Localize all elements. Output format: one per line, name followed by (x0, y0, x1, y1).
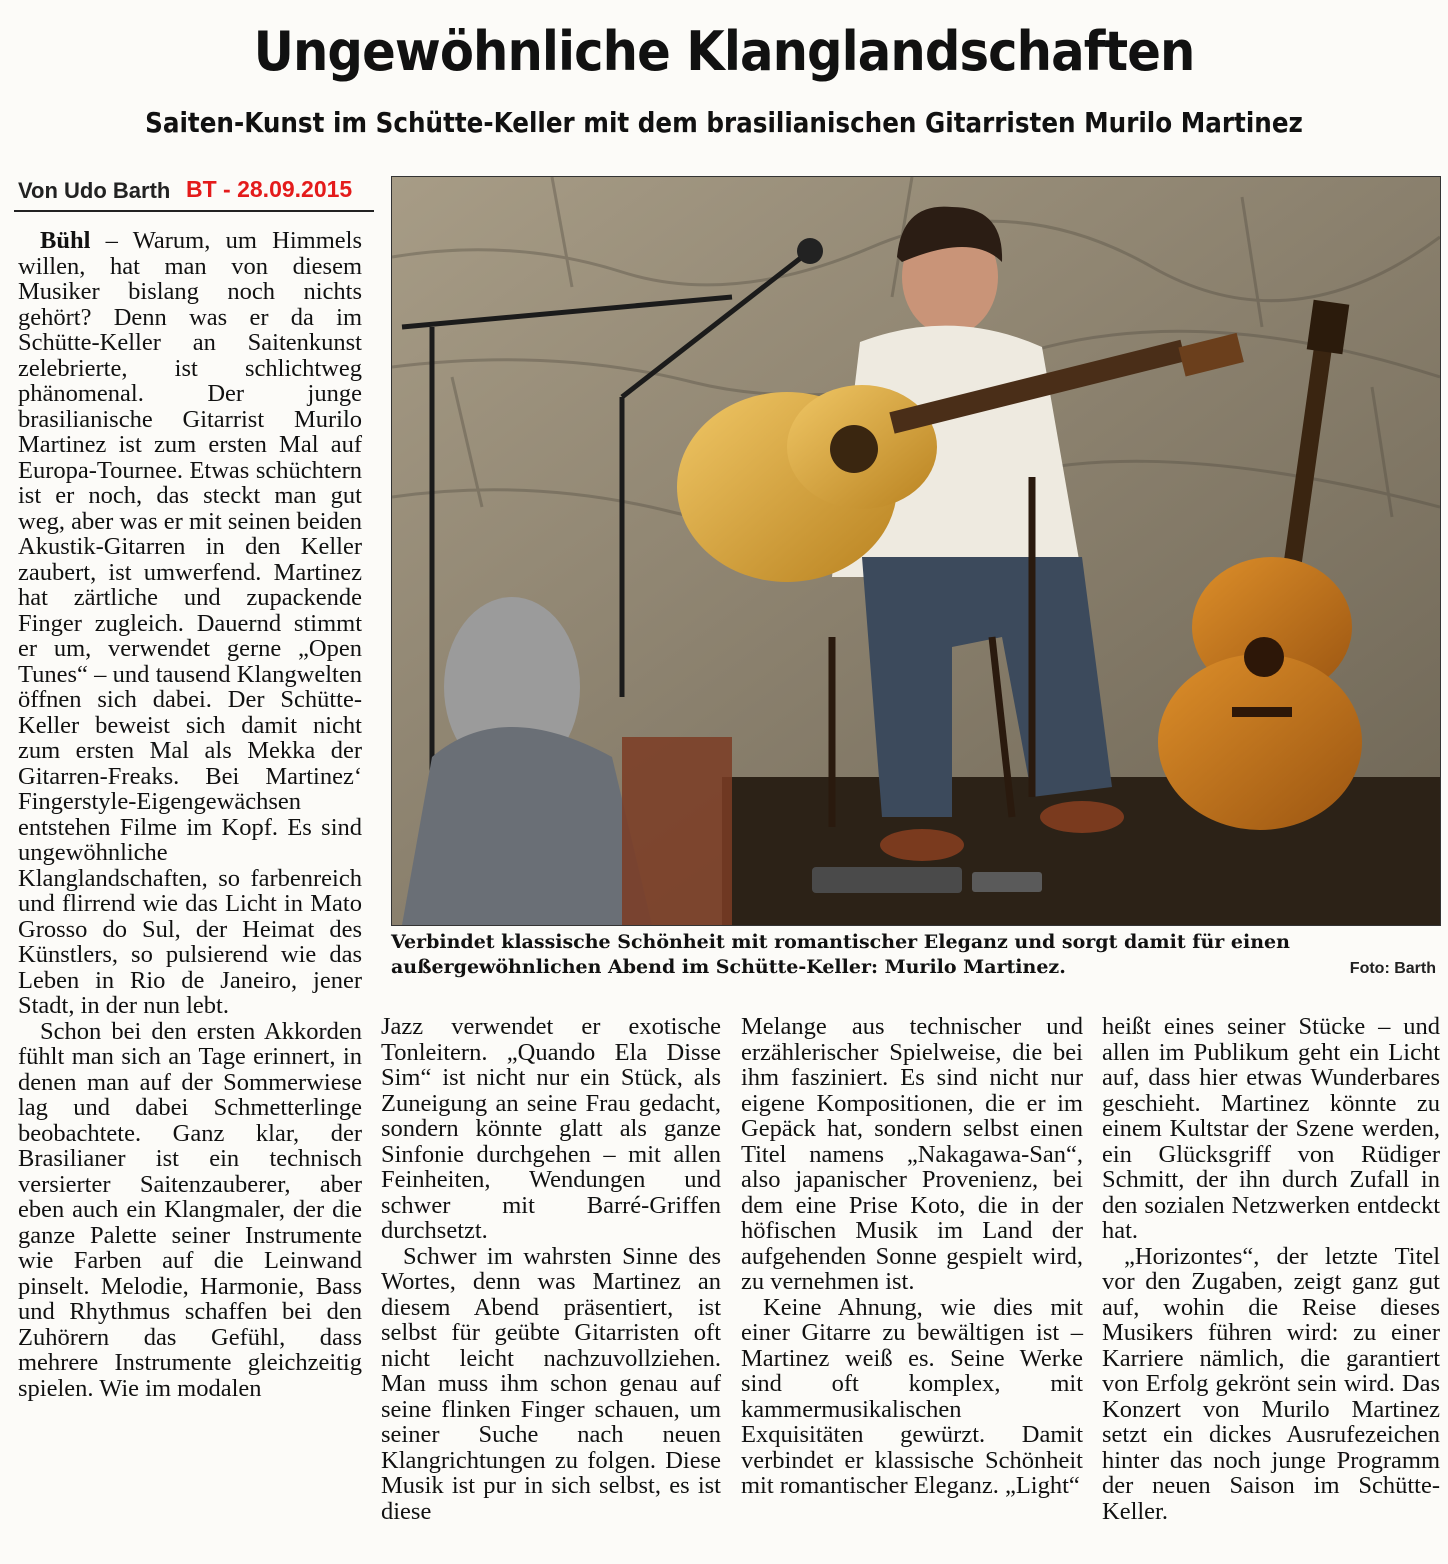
subheadline: Saiten-Kunst im Schütte-Keller mit dem brasilianischen Gitarristen Murilo Martinez (145, 106, 1303, 139)
microphone-icon (797, 238, 823, 264)
paragraph: Jazz verwendet er exotische Tonleitern. „Quando Ela Disse Sim“ ist nicht nur ein Stück, als Zuneigung an seine Frau gedacht, sondern könnte glatt als ganze Sinfonie durchgehen – mit allen Feinheiten, Wendungen und schwer mit Barré-Griffen durchsetzt. (381, 1013, 721, 1244)
article-column-2 (381, 1014, 721, 1524)
article-column-3 (741, 1014, 1083, 1499)
paragraph: Schon bei den ersten Akkorden fühlt man sich an Tage erinnert, in denen man auf der Sommerwiese lag und dabei Schmetterlinge beobachtete. Ganz klar, der Brasilianer ist ein technisch versierter Saitenzauberer, aber eben auch ein Klangmaler, der die ganze Palette seiner Instrumente wie Farben auf die Leinwand pinselt. Melodie, Harmonie, Bass und Rhythmus schaffen bei den Zuhörern das Gefühl, dass mehrere Instrumente gleichzeitig spielen. Wie im modalen (18, 1017, 362, 1402)
byline: Von Udo Barth (18, 178, 171, 203)
date-stamp: BT - 28.09.2015 (186, 176, 353, 202)
byline-row (14, 176, 374, 212)
photo-credit: Foto: Barth (1349, 960, 1436, 977)
paragraph-text: – Warum, um Himmels willen, hat man von diesem Musiker bislang noch nichts gehört? Denn was er da im Schütte-Keller an Saitenkunst zelebrierte, ist schlichtweg phänomenal. Der junge brasilianische Gitarrist Murilo Martinez ist zum ersten Mal auf Europa-Tournee. Etwas schüchtern ist er noch, das steckt man gut weg, aber was er mit seinen beiden Akustik-Gitarren in den Keller zaubert, ist umwerfend. Martinez hat zärtliche und zupackende Finger zugleich. Dauernd stimmt er um, verwendet gerne „Open Tunes“ – und tausend Klangwelten öffnen sich dabei. Der Schütte-Keller beweist sich damit nicht zum ersten Mal als Mekka der Gitarren-Freaks. Bei Martinez‘ Fingerstyle-Eigengewächsen entstehen Filme im Kopf. Es sind ungewöhnliche Klanglandschaften, so farbenreich und flirrend wie das Licht in Mato Grosso do Sul, der Heimat des Künstlers, so pulsierend wie das Leben in Rio de Janeiro, jener Stadt, in der nun lebt. (18, 227, 363, 1019)
paragraph: Schwer im wahrsten Sinne des Wortes, denn was Martinez an diesem Abend präsentiert, ist selbst für geübte Gitarristen oft nicht leicht nachzuvollziehen. Man muss ihm schon genau auf seine flinken Finger schauen, um seiner Suche nach neuen Klangrichtungen zu folgen. Diese Musik ist pur in sich selbst, es ist diese (381, 1242, 721, 1525)
shoe-left (880, 829, 964, 861)
photo-caption: Verbindet klassische Schönheit mit romantischer Eleganz und sorgt damit für einen außergewöhnlichen Abend im Schütte-Keller: Murilo Martinez. (391, 931, 1290, 978)
concert-photo-illustration (392, 177, 1440, 925)
paragraph (18, 228, 362, 1019)
headline: Ungewöhnliche Klanglandschaften (253, 20, 1195, 83)
paragraph: „Horizontes“, der letzte Titel vor den Zugaben, zeigt ganz gut auf, wohin die Reise dieses Musikers führen wird: zu einer Karriere nämlich, die garantiert von Erfolg gekrönt sein wird. Das Konzert von Murilo Martinez setzt ein dickes Ausrufezeichen hinter das noch junge Programm der neuen Saison im Schütte-Keller. (1102, 1242, 1440, 1525)
paragraph: Keine Ahnung, wie dies mit einer Gitarre zu bewältigen ist – Martinez weiß es. Seine Werke sind oft komplex, mit kammermusikalischen Exquisitäten gewürzt. Damit verbindet er klassische Schönheit mit romantischer Eleganz. „Light“ (741, 1293, 1083, 1499)
article-photo (391, 176, 1441, 926)
shoe-right (1040, 801, 1124, 833)
paragraph: Melange aus technischer und erzählerischer Spielweise, die bei ihm fasziniert. Es sind nicht nur eigene Kompositionen, die er im Gepäck hat, sondern selbst einen Titel namens „Nakagawa-San“, also japanischer Provenienz, bei dem eine Prise Koto, die in der höfischen Musik im Land der aufgehenden Sonne gespielt wird, zu vernehmen ist. (741, 1013, 1083, 1295)
article-column-1 (18, 228, 362, 1401)
dateline: Bühl (40, 227, 91, 254)
paragraph: heißt eines seiner Stücke – und allen im Publikum geht ein Licht auf, dass hier etwas Wunderbares geschieht. Martinez könnte zu einem Kultstar der Szene werden, ein Glücksgriff von Rüdiger Schmitt, der ihn durch Zufall in den sozialen Netzwerken entdeckt hat. (1102, 1013, 1440, 1244)
article-column-4 (1102, 1014, 1440, 1524)
